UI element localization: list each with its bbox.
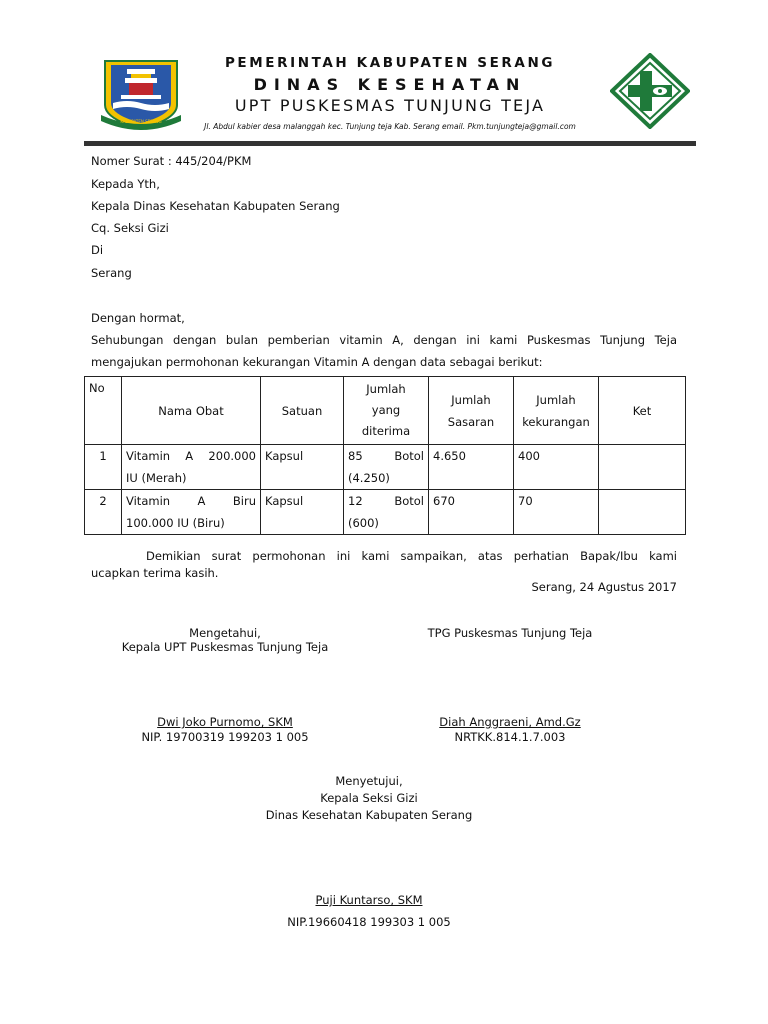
letterhead-address: Jl. Abdul kabier desa malanggah kec. Tunjung teja Kab. Serang email. Pkm.tunjungteja@gmail.com	[204, 122, 576, 131]
center-signatory-id: NIP.19660418 199303 1 005	[287, 915, 451, 929]
letter-number: Nomer Surat : 445/204/PKM	[91, 154, 252, 168]
cell-no: 2	[85, 490, 122, 535]
header-nama-obat: Nama Obat	[122, 377, 261, 445]
right-signatory-title: TPG Puskesmas Tunjung Teja	[427, 626, 593, 640]
cell-diterima: 12 Botol (600)	[344, 490, 429, 535]
recipient-cq: Cq. Seksi Gizi	[91, 221, 169, 235]
right-signatory-name: Diah Anggraeni, Amd.Gz	[439, 715, 581, 729]
letterhead-divider	[84, 141, 696, 146]
left-signatory-name: Dwi Joko Purnomo, SKM	[157, 715, 293, 729]
cell-ket	[599, 490, 686, 535]
left-signatory-title: Kepala UPT Puskesmas Tunjung Teja	[121, 640, 329, 654]
cell-sasaran: 670	[429, 490, 514, 535]
letterhead-unit: UPT PUSKESMAS TUNJUNG TEJA	[234, 96, 546, 115]
cell-kekurangan: 400	[514, 445, 599, 490]
header-jumlah-kekurangan: Jumlah kekurangan	[514, 377, 599, 445]
letter-date: Serang, 24 Agustus 2017	[531, 580, 677, 594]
header-no: No	[85, 377, 122, 445]
letterhead-department: DINAS KESEHATAN	[253, 75, 527, 94]
cell-diterima: 85 Botol (4.250)	[344, 445, 429, 490]
cell-ket	[599, 445, 686, 490]
cell-satuan: Kapsul	[261, 445, 344, 490]
header-satuan: Satuan	[261, 377, 344, 445]
header-ket: Ket	[599, 377, 686, 445]
cell-satuan: Kapsul	[261, 490, 344, 535]
header-jumlah-sasaran: Jumlah Sasaran	[429, 377, 514, 445]
closing-line-1: Demikian surat permohonan ini kami sampaikan, atas perhatian Bapak/Ibu kami	[146, 549, 677, 563]
closing-line-2: ucapkan terima kasih.	[91, 566, 219, 580]
cell-nama-obat: Vitamin A 200.000 IU (Merah)	[122, 445, 261, 490]
header-jumlah-diterima: Jumlah yang diterima	[344, 377, 429, 445]
vitamin-a-table	[84, 376, 686, 535]
center-signatory-office: Dinas Kesehatan Kabupaten Serang	[265, 808, 473, 822]
center-signatory-name: Puji Kuntarso, SKM	[315, 893, 423, 907]
cell-sasaran: 4.650	[429, 445, 514, 490]
left-signatory-id: NIP. 19700319 199203 1 005	[141, 730, 309, 744]
center-signatory-title: Kepala Seksi Gizi	[320, 791, 418, 805]
cell-no: 1	[85, 445, 122, 490]
right-signatory-id: NRTKK.814.1.7.003	[454, 730, 566, 744]
puskesmas-logo	[610, 53, 690, 129]
table-row	[85, 445, 686, 490]
seal-text: KABUPATEN SERANG	[120, 119, 162, 124]
salutation: Dengan hormat,	[91, 311, 185, 325]
cell-kekurangan: 70	[514, 490, 599, 535]
addressee-heading: Kepada Yth,	[91, 177, 160, 191]
body-line-2: mengajukan permohonan kekurangan Vitamin A dengan data sebagai berikut:	[91, 355, 543, 369]
center-signatory-label: Menyetujui,	[335, 774, 403, 788]
recipient-di: Di	[91, 243, 104, 257]
table-header-row	[85, 377, 686, 445]
recipient: Kepala Dinas Kesehatan Kabupaten Serang	[91, 199, 340, 213]
body-line-1: Sehubungan dengan bulan pemberian vitamin A, dengan ini kami Puskesmas Tunjung Teja	[91, 333, 677, 347]
left-signatory-label: Mengetahui,	[189, 626, 261, 640]
cell-nama-obat: Vitamin A Biru 100.000 IU (Biru)	[122, 490, 261, 535]
recipient-place: Serang	[91, 266, 132, 280]
table-row	[85, 490, 686, 535]
letterhead-government: PEMERINTAH KABUPATEN SERANG	[224, 55, 556, 71]
kabupaten-serang-emblem-logo	[97, 55, 185, 131]
